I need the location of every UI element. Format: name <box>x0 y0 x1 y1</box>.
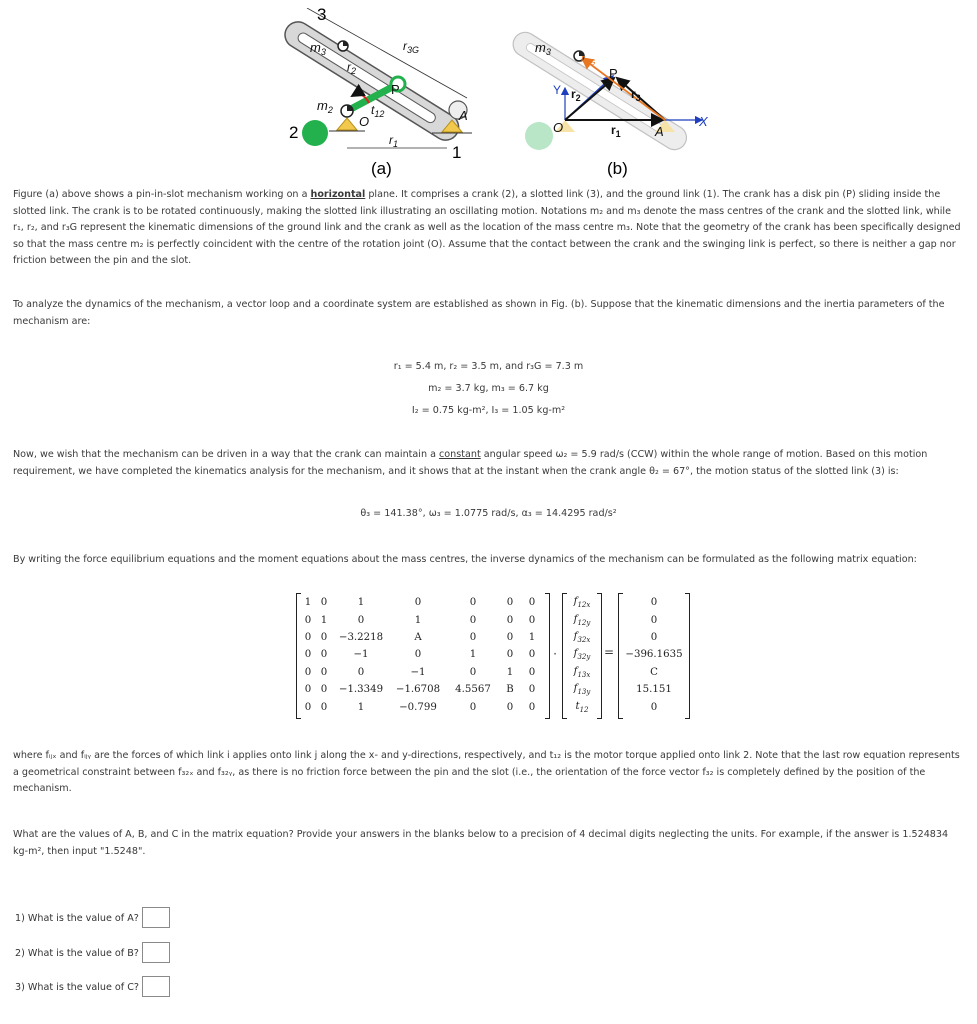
params-line2: m₂ = 3.7 kg, m₃ = 6.7 kg <box>428 383 549 394</box>
rhs-cell: 0 <box>650 701 658 713</box>
matrix-cell: −1 <box>353 649 369 661</box>
matrix-cell: 0 <box>469 666 477 678</box>
matrix-row <box>301 611 543 628</box>
unknown-cell: $f_{12y}$ <box>573 613 591 627</box>
answer-b-input[interactable] <box>143 946 173 965</box>
figure-b <box>509 28 709 178</box>
matrix-cell: 0 <box>469 597 477 609</box>
setup-paragraph: To analyze the dynamics of the mechanism, a vector loop and a coordinate system are established as shown in Fig. (b). Suppose that the kinematic dimensions and the inertia parameters of the mechanism are: <box>13 299 945 327</box>
matrix-cell: 1 <box>357 597 365 609</box>
crank-disk <box>302 120 328 146</box>
unknown-cell: $f_{12x}$ <box>573 596 591 610</box>
matrix-cell: 0 <box>528 701 536 713</box>
label-a: (a) <box>371 159 392 178</box>
unknown-cell: $f_{13x}$ <box>573 665 591 679</box>
label-Y: Y <box>553 83 562 97</box>
matrix-cell: 1 <box>506 666 514 678</box>
matrix-cell: 1 <box>414 614 422 626</box>
label-r3-b: $r_3$ <box>631 87 641 103</box>
label-r1-b: $r_1$ <box>611 123 621 139</box>
rhs-cell: 15.151 <box>636 684 672 696</box>
matrix-cell: 0 <box>506 597 514 609</box>
matrix-cell: −1.3349 <box>338 684 384 696</box>
coefficient-matrix <box>296 593 550 719</box>
matrix-cell: 0 <box>506 614 514 626</box>
intro-paragraph: Figure (a) above shows a pin-in-slot mechanism working on a horizontal plane. It comprises a crank (2), a slotted link (3), and the ground link (1). The crank has a disk pin (P) sliding inside the slotted link. The crank is to be rotated continuously, making the slotted link illustrating an oscillating motion. Notations m₂ and m₃ denote the mass centres of the crank and the slotted link, while r₁, r₂, and r₃G represent the kinematic dimensions of the ground link and the crank as well as the location of the mass centre m₃. Note that the geometry of the crank has been specifically designed so that the mass centre m₂ is perfectly coincident with the centre of the rotation joint (O). Assume that the contact between the crank and the swinging link is perfect, so there is neither a gap nor friction between the pin and the slot. <box>13 189 961 267</box>
matrix-cell: 0 <box>469 614 477 626</box>
unknown-cell: $f_{32x}$ <box>573 630 591 644</box>
matrix-cell: B <box>506 684 514 696</box>
rhs-cell: C <box>650 666 658 678</box>
matrix-cell: 0 <box>469 631 477 643</box>
unknown-cell: $t_{12}$ <box>575 700 589 714</box>
label-r2: $r_2$ <box>347 60 357 76</box>
matrix-cell: 0 <box>304 684 312 696</box>
matrix-cell: 0 <box>320 666 328 678</box>
matrix-cell: 0 <box>528 614 536 626</box>
matrix-cell: 0 <box>506 701 514 713</box>
matrix-cell: 1 <box>528 631 536 643</box>
matrix-cell: 1 <box>469 649 477 661</box>
matrix-cell: 0 <box>528 684 536 696</box>
label-b: (b) <box>607 159 628 178</box>
matrix-cell: 1 <box>304 597 312 609</box>
matrix-intro: By writing the force equilibrium equations and the moment equations about the mass centres, the inverse dynamics of the mechanism can be formulated as the following matrix equation: <box>13 554 917 565</box>
rhs-cell: −396.1635 <box>625 649 683 661</box>
question-a-label: 1) What is the value of A? <box>15 913 139 924</box>
matrix-cell: 0 <box>414 649 422 661</box>
dot-operator: · <box>553 647 557 661</box>
rhs-vector <box>618 593 690 719</box>
matrix-cell: A <box>414 631 422 643</box>
matrix-cell: 0 <box>506 631 514 643</box>
matrix-row <box>301 629 543 646</box>
unknown-cell: $f_{32y}$ <box>573 648 591 662</box>
label-link2: 2 <box>289 123 299 142</box>
matrix-cell: 0 <box>357 614 365 626</box>
matrix-cell: 0 <box>304 614 312 626</box>
motion-status: θ₃ = 141.38°, ω₃ = 1.0775 rad/s, α₃ = 14.4295 rad/s² <box>360 508 617 519</box>
label-m3: $m_3$ <box>310 40 326 57</box>
label-A: A <box>459 108 468 123</box>
matrix-cell: 0 <box>320 701 328 713</box>
question-c-label: 3) What is the value of C? <box>15 982 140 993</box>
label-m2: $m_2$ <box>317 98 333 115</box>
matrix-cell: 0 <box>320 684 328 696</box>
answer-b-box[interactable] <box>142 942 170 963</box>
answer-c-input[interactable] <box>143 980 173 999</box>
matrix-cell: 0 <box>528 597 536 609</box>
question-paragraph: What are the values of A, B, and C in the matrix equation? Provide your answers in the blanks below to a precision of 4 decimal digits neglecting the units. For example, if the answer is 1.524834 kg-m², then input "1.5248". <box>13 829 949 857</box>
label-A-b: A <box>655 124 664 139</box>
matrix-cell: 0 <box>357 666 365 678</box>
matrix-cell: 0 <box>528 666 536 678</box>
unknown-vector <box>562 593 602 719</box>
label-O: O <box>359 114 370 129</box>
label-r3g-b: $r_{3G}$ <box>581 53 596 67</box>
kinematics-paragraph: Now, we wish that the mechanism can be driven in a way that the crank can maintain a constant angular speed ω₂ = 5.9 rad/s (CCW) within the whole range of motion. Based on this motion requirement, we have completed the kinematics analysis for the mechanism, and it shows that at the instant when the crank angle θ₂ = 67°, the motion status of the slotted link (3) is: <box>13 449 928 477</box>
matrix-cell: 0 <box>528 649 536 661</box>
matrix-cell: 0 <box>304 701 312 713</box>
matrix-cell: −0.799 <box>399 701 437 713</box>
equals-sign: = <box>603 645 615 659</box>
label-r3g: $r_{3G}$ <box>403 39 420 55</box>
label-r1: $r_1$ <box>389 133 399 149</box>
matrix-cell: 0 <box>304 649 312 661</box>
matrix-cell: −1 <box>410 666 426 678</box>
matrix-row <box>301 698 543 715</box>
matrix-row <box>301 594 543 611</box>
label-P-b: P <box>609 66 618 81</box>
answer-a-box[interactable] <box>142 907 170 928</box>
mechanism-figure <box>277 8 714 178</box>
figure-a <box>280 8 472 178</box>
label-P: P <box>391 82 400 97</box>
rhs-cell: 0 <box>650 631 658 643</box>
rhs-cell: 0 <box>650 614 658 626</box>
unknown-cell: $f_{13y}$ <box>573 683 591 697</box>
label-t12: $t_{12}$ <box>371 103 385 119</box>
label-O-b: O <box>553 120 564 135</box>
matrix-cell: 1 <box>357 701 365 713</box>
matrix-cell: 0 <box>320 631 328 643</box>
matrix-cell: 0 <box>304 631 312 643</box>
matrix-row <box>301 646 543 663</box>
params-line1: r₁ = 5.4 m, r₂ = 3.5 m, and r₃G = 7.3 m <box>393 361 584 372</box>
matrix-cell: 1 <box>320 614 328 626</box>
label-X: X <box>699 114 708 129</box>
matrix-equation <box>296 593 696 721</box>
answer-c-box[interactable] <box>142 976 170 997</box>
label-r2-b: $r_2$ <box>571 87 581 103</box>
answer-a-input[interactable] <box>143 911 173 930</box>
matrix-cell: 0 <box>304 666 312 678</box>
matrix-cell: 0 <box>469 701 477 713</box>
matrix-cell: 0 <box>506 649 514 661</box>
label-m3-b: $m_3$ <box>535 40 551 57</box>
matrix-row <box>301 681 543 698</box>
matrix-cell: 0 <box>320 649 328 661</box>
label-link3: 3 <box>317 8 327 24</box>
matrix-row <box>301 664 543 681</box>
rhs-cell: 0 <box>650 597 658 609</box>
matrix-cell: 0 <box>320 597 328 609</box>
label-link1: 1 <box>452 143 462 162</box>
matrix-cell: 4.5567 <box>455 684 491 696</box>
where-paragraph: where fᵢⱼₓ and fᵢⱼᵧ are the forces of which link i applies onto link j along the x- and y-directions, respectively, and t₁₂ is the motor torque applied onto link 2. Note that the last row equation represents a geometrical constraint between f₃₂ₓ and f₃₂ᵧ, as there is no friction force between the pin and the slot (i.e., the orientation of the force vector f₃₂ is completely defined by the position of the mechanism. <box>13 750 960 795</box>
figure <box>277 8 714 178</box>
matrix-cell: 0 <box>414 597 422 609</box>
params-line3: I₂ = 0.75 kg-m², I₃ = 1.05 kg-m² <box>411 405 566 416</box>
matrix-cell: −3.2218 <box>338 631 384 643</box>
matrix-cell: −1.6708 <box>395 684 441 696</box>
question-b-label: 2) What is the value of B? <box>15 948 139 959</box>
